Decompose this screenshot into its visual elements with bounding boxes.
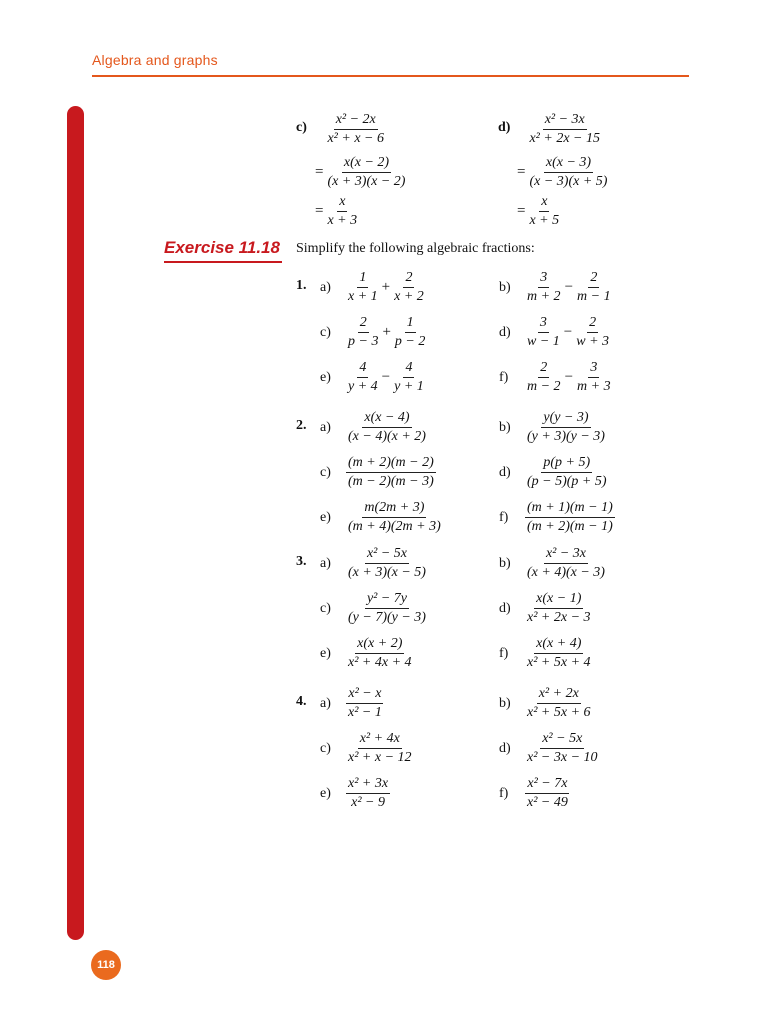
part-label: a) [320, 695, 331, 711]
part-label: a) [320, 419, 331, 435]
fraction-denominator: (p − 5)(p + 5) [527, 474, 607, 489]
fraction [525, 500, 615, 535]
fraction [527, 155, 609, 190]
exercise-part [320, 636, 414, 671]
fraction-numerator: x² − 5x [365, 546, 409, 564]
fraction-denominator: x + 3 [327, 213, 358, 228]
example-line [315, 155, 407, 190]
fraction [393, 315, 427, 350]
fraction [525, 315, 562, 350]
exercise-title: Exercise 11.18 [164, 238, 280, 257]
exercise-part [320, 455, 436, 490]
fraction-denominator: (x − 3)(x + 5) [529, 174, 608, 189]
math-expression [527, 112, 602, 147]
fraction-denominator: w + 3 [576, 334, 610, 349]
fraction-numerator: 1 [405, 315, 416, 333]
math-expression [325, 194, 359, 229]
fraction-numerator: x² − x [346, 686, 383, 704]
exercise-part [499, 546, 607, 581]
fraction-numerator: x(x − 1) [534, 591, 583, 609]
exercise-part [499, 686, 593, 721]
exercise-part [499, 360, 613, 395]
fraction-numerator: x [337, 194, 347, 212]
fraction-denominator: x² − 49 [527, 795, 568, 810]
header-rule [92, 75, 689, 77]
fraction [525, 636, 593, 671]
operator: − [563, 324, 573, 340]
fraction [325, 194, 359, 229]
part-label: b) [499, 419, 511, 435]
exercise-part [499, 315, 611, 350]
part-label: e) [320, 509, 331, 525]
fraction-numerator: x² + 2x [537, 686, 581, 704]
fraction-numerator: x(x + 2) [355, 636, 404, 654]
math-expression [346, 546, 428, 581]
fraction [525, 360, 563, 395]
fraction-denominator: p − 3 [348, 334, 379, 349]
math-expression [346, 731, 414, 766]
fraction [346, 776, 390, 811]
fraction-denominator: m + 3 [577, 379, 611, 394]
fraction-denominator: (m − 2)(m − 3) [348, 474, 434, 489]
example-line [517, 194, 561, 229]
exercise-part [499, 591, 593, 626]
operator: − [564, 369, 574, 385]
fraction [346, 455, 436, 490]
math-expression [346, 591, 428, 626]
fraction-denominator: y + 4 [348, 379, 378, 394]
fraction-numerator: p(p + 5) [541, 455, 592, 473]
math-expression [346, 776, 390, 811]
fraction-numerator: x² − 2x [334, 112, 378, 130]
question-number: 2. [296, 418, 307, 433]
exercise-part [499, 500, 615, 535]
fraction-numerator: x² + 4x [358, 731, 402, 749]
part-label: b) [499, 279, 511, 295]
fraction-denominator: x² − 3x − 10 [527, 750, 598, 765]
part-label: f) [499, 369, 509, 385]
fraction [346, 500, 443, 535]
part-label: c) [320, 464, 331, 480]
side-margin-bar [67, 106, 84, 940]
fraction [527, 194, 561, 229]
exercise-part [499, 636, 593, 671]
part-label: d) [499, 600, 511, 616]
part-label: c) [320, 324, 331, 340]
fraction-denominator: (x + 4)(x − 3) [527, 565, 605, 580]
fraction-denominator: w − 1 [527, 334, 560, 349]
part-label: f) [499, 785, 509, 801]
exercise-part [320, 410, 428, 445]
math-expression [346, 636, 414, 671]
fraction-denominator: y + 1 [394, 379, 424, 394]
fraction-numerator: x(x − 2) [342, 155, 391, 173]
fraction-denominator: x + 2 [394, 289, 424, 304]
fraction-denominator: (x + 3)(x − 2) [327, 174, 406, 189]
fraction [575, 360, 613, 395]
fraction [346, 315, 380, 350]
fraction-numerator: x² − 3x [543, 112, 587, 130]
fraction-denominator: (y + 3)(y − 3) [527, 429, 605, 444]
operator: + [382, 324, 391, 340]
fraction-numerator: x² + 3x [346, 776, 390, 794]
math-expression [346, 500, 443, 535]
part-label: b) [499, 555, 511, 571]
exercise-part [320, 315, 427, 350]
math-expression [525, 731, 600, 766]
fraction [525, 686, 593, 721]
part-label: c) [320, 740, 331, 756]
math-expression [346, 270, 426, 305]
example-line [517, 112, 602, 147]
operator: + [381, 279, 391, 295]
part-label: e) [320, 785, 331, 801]
math-expression [525, 591, 593, 626]
fraction [575, 270, 613, 305]
part-label: d) [499, 464, 511, 480]
fraction-numerator: 2 [587, 315, 598, 333]
fraction [574, 315, 611, 350]
fraction-denominator: x² + 4x + 4 [348, 655, 412, 670]
fraction-denominator: x² + 5x + 6 [527, 705, 591, 720]
math-expression [525, 500, 615, 535]
fraction-numerator: y² − 7y [365, 591, 409, 609]
exercise-part [499, 776, 570, 811]
math-expression [525, 315, 611, 350]
exercise-part [499, 731, 600, 766]
math-expression [525, 360, 613, 395]
fraction-numerator: x² − 5x [540, 731, 584, 749]
fraction-numerator: m(2m + 3) [362, 500, 426, 518]
math-expression [346, 360, 426, 395]
fraction-numerator: 1 [357, 270, 368, 288]
fraction [525, 731, 600, 766]
equals-sign: = [315, 164, 324, 180]
fraction-denominator: m − 1 [577, 289, 611, 304]
fraction-numerator: 2 [538, 360, 549, 378]
fraction [525, 776, 570, 811]
part-label: e) [320, 369, 331, 385]
fraction-numerator: 3 [538, 270, 549, 288]
math-expression [346, 455, 436, 490]
equals-sign: = [315, 203, 324, 219]
fraction-numerator: x [539, 194, 549, 212]
fraction-numerator: 2 [588, 270, 599, 288]
example-line [315, 112, 386, 147]
fraction-numerator: 2 [358, 315, 369, 333]
fraction-numerator: x(x − 4) [362, 410, 411, 428]
fraction-denominator: m − 2 [527, 379, 561, 394]
fraction-denominator: x² − 1 [348, 705, 382, 720]
fraction-numerator: 3 [588, 360, 599, 378]
fraction-denominator: x² + 5x + 4 [527, 655, 591, 670]
fraction [346, 410, 428, 445]
operator: − [381, 369, 391, 385]
equals-sign: = [517, 203, 526, 219]
fraction-numerator: 4 [403, 360, 414, 378]
question-number: 1. [296, 278, 307, 293]
part-label: a) [320, 279, 331, 295]
exercise-part [320, 270, 426, 305]
fraction [527, 112, 602, 147]
fraction-denominator: m + 2 [527, 289, 561, 304]
exercise-part [499, 410, 607, 445]
question-number: 4. [296, 694, 307, 709]
exercise-part [320, 591, 428, 626]
math-expression [525, 686, 593, 721]
fraction [525, 455, 609, 490]
math-expression [346, 410, 428, 445]
fraction [525, 546, 607, 581]
fraction-numerator: 2 [403, 270, 414, 288]
fraction-numerator: (m + 2)(m − 2) [346, 455, 436, 473]
part-label: a) [320, 555, 331, 571]
fraction [346, 591, 428, 626]
exercise-part [320, 686, 384, 721]
fraction-denominator: x² − 9 [351, 795, 385, 810]
exercise-instruction: Simplify the following algebraic fractions: [296, 241, 535, 256]
fraction [525, 410, 607, 445]
fraction-numerator: 3 [538, 315, 549, 333]
fraction-denominator: (m + 2)(m − 1) [527, 519, 613, 534]
example-part-label-d: d) [498, 120, 511, 135]
fraction-denominator: (x − 4)(x + 2) [348, 429, 426, 444]
fraction-numerator: 4 [357, 360, 368, 378]
fraction [346, 360, 380, 395]
part-label: b) [499, 695, 511, 711]
page-header-title: Algebra and graphs [92, 52, 218, 68]
exercise-title-rule [164, 261, 282, 263]
exercise-part [320, 731, 414, 766]
fraction [346, 731, 414, 766]
fraction [392, 360, 426, 395]
part-label: d) [499, 740, 511, 756]
part-label: f) [499, 645, 509, 661]
part-label: e) [320, 645, 331, 661]
fraction-denominator: (m + 4)(2m + 3) [348, 519, 441, 534]
part-label: d) [499, 324, 511, 340]
example-line [315, 194, 359, 229]
fraction-denominator: (y − 7)(y − 3) [348, 610, 426, 625]
fraction [346, 546, 428, 581]
fraction [346, 270, 380, 305]
math-expression [527, 155, 609, 190]
fraction-denominator: x + 1 [348, 289, 378, 304]
exercise-part [320, 500, 443, 535]
math-expression [525, 546, 607, 581]
fraction-numerator: x² − 3x [544, 546, 588, 564]
fraction [346, 686, 384, 721]
math-expression [346, 315, 427, 350]
math-expression [525, 270, 613, 305]
exercise-part [499, 455, 609, 490]
exercise-part [499, 270, 613, 305]
math-expression [325, 112, 386, 147]
fraction [392, 270, 426, 305]
math-expression [525, 776, 570, 811]
fraction-denominator: x + 5 [529, 213, 560, 228]
fraction-denominator: x² + x − 6 [327, 131, 384, 146]
math-expression [525, 455, 609, 490]
equals-sign: = [517, 164, 526, 180]
fraction-numerator: x² − 7x [525, 776, 569, 794]
operator: − [564, 279, 574, 295]
math-expression [346, 686, 384, 721]
fraction-denominator: x² + x − 12 [348, 750, 412, 765]
fraction-numerator: x(x + 4) [534, 636, 583, 654]
math-expression [525, 636, 593, 671]
fraction [325, 112, 386, 147]
page-number-badge: 118 [91, 950, 121, 980]
math-expression [527, 194, 561, 229]
fraction [525, 591, 593, 626]
fraction-denominator: (x + 3)(x − 5) [348, 565, 426, 580]
fraction-numerator: x(x − 3) [544, 155, 593, 173]
fraction-denominator: x² + 2x − 15 [529, 131, 600, 146]
question-number: 3. [296, 554, 307, 569]
example-part-label-c: c) [296, 120, 307, 135]
example-line [517, 155, 609, 190]
fraction-denominator: p − 2 [394, 334, 426, 349]
fraction-numerator: y(y − 3) [541, 410, 590, 428]
math-expression [525, 410, 607, 445]
part-label: c) [320, 600, 331, 616]
fraction-denominator: x² + 2x − 3 [527, 610, 591, 625]
fraction [525, 270, 563, 305]
fraction-numerator: (m + 1)(m − 1) [525, 500, 615, 518]
exercise-part [320, 546, 428, 581]
fraction [325, 155, 407, 190]
part-label: f) [499, 509, 509, 525]
exercise-part [320, 360, 426, 395]
fraction [346, 636, 414, 671]
math-expression [325, 155, 407, 190]
exercise-part [320, 776, 390, 811]
